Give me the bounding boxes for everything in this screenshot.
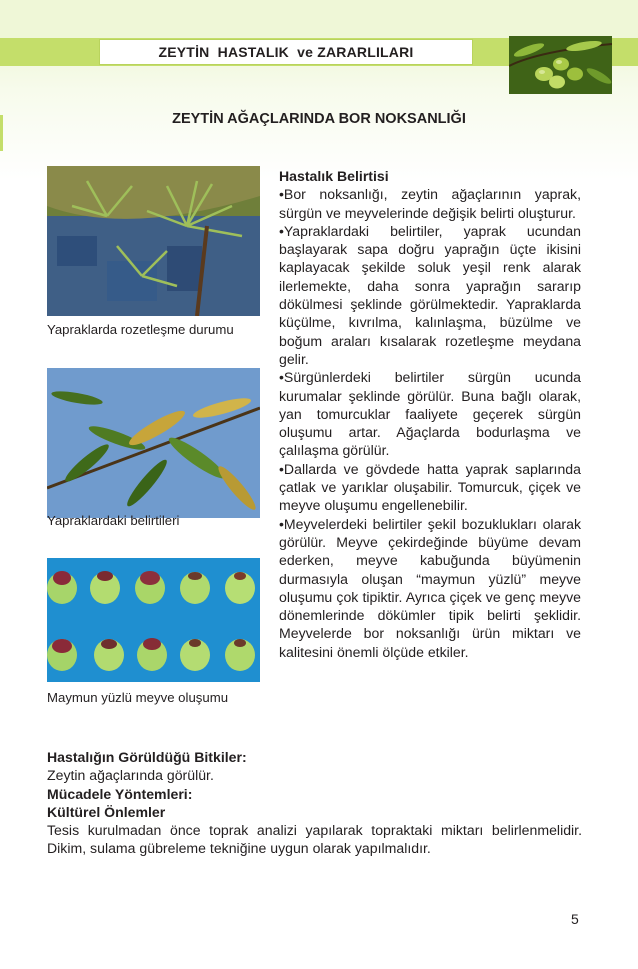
figure-caption-1: Yapraklarda rozetleşme durumu [47, 322, 234, 337]
control-heading: Mücadele Yöntemleri: [47, 785, 193, 802]
figure-caption-3: Maymun yüzlü meyve oluşumu [47, 690, 229, 705]
section-title: ZEYTİN HASTALIK ve ZARARLILARI [158, 44, 414, 60]
hosts-text: Zeytin ağaçlarında görülür. [47, 767, 214, 784]
bottom-section [47, 748, 582, 858]
page-title: ZEYTİN AĞAÇLARINDA BOR NOKSANLIĞI [172, 111, 466, 127]
symptoms-section [279, 167, 581, 661]
symptom-paragraph: •Sürgünlerdeki belirtiler sürgün ucunda kurumalar şeklinde görülür. Buna bağlı olarak, yan tomurcuklar faaliyete geçerek sürgün oluşumu artar. Ağaçlarda bodurlaşma ve çalılaşma görülür. [279, 369, 581, 459]
section-header [99, 39, 473, 65]
symptoms-heading: Hastalık Belirtisi [279, 168, 389, 184]
monkey-face-fruit-photo [47, 558, 260, 708]
hosts-heading: Hastalığın Görüldüğü Bitkiler: [47, 749, 247, 765]
figure-caption-2: Yapraklardaki belirtileri [47, 513, 180, 528]
control-subheading: Kültürel Önlemler [47, 803, 166, 820]
top-band [0, 0, 638, 38]
leaf-symptoms-photo [47, 368, 260, 518]
symptom-paragraph: •Yapraklardaki belirtiler, yaprak ucundan başlayarak sapa doğru yaprağın üçte ikisini kaplayacak şekilde soluk yeşil renk alarak ilerlemekte, daha sonra yaprağın sararıp dökülmesi şeklinde görülmektedir. Yapraklarda küçülme, kıvrılma, kalınlaşma, büzülme ve boğum araları kısalarak rozetleşme meydana gelir. [279, 222, 581, 367]
rosette-leaves-photo [47, 166, 260, 316]
symptom-paragraph: •Dallarda ve gövdede hatta yaprak saplarında çatlak ve yarıklar oluşabilir. Tomurcuk, çiçek ve meyve oluşumu engellenebilir. [279, 460, 581, 514]
symptom-paragraph: •Meyvelerdeki belirtiler şekil bozuklukları olarak görülür. Meyve çekirdeğinde büyüme devam ederken, meyve kabuğunda büyümenin durmasıyla oluşan “maymun yüzlü” meyve oluşumu çok tipiktir. Ayrıca çiçek ve genç meyve dönemlerinde dökümler tipik belirti şeklidir. Meyvelerde bor noksanlığı ürün miktarı ve kalitesini önemli ölçüde etkiler. [279, 515, 581, 660]
control-text: Tesis kurulmadan önce toprak analizi yapılarak topraktaki miktarı belirlenmelidir. Dikim, sulama gübreleme tekniğine uygun olarak yapılmalıdır. [47, 822, 582, 857]
symptom-paragraph: •Bor noksanlığı, zeytin ağaçlarının yaprak, sürgün ve meyvelerinde değişik belirti oluşturur. [279, 186, 581, 221]
olive-branch-photo [509, 36, 612, 94]
page-number: 5 [571, 911, 579, 927]
